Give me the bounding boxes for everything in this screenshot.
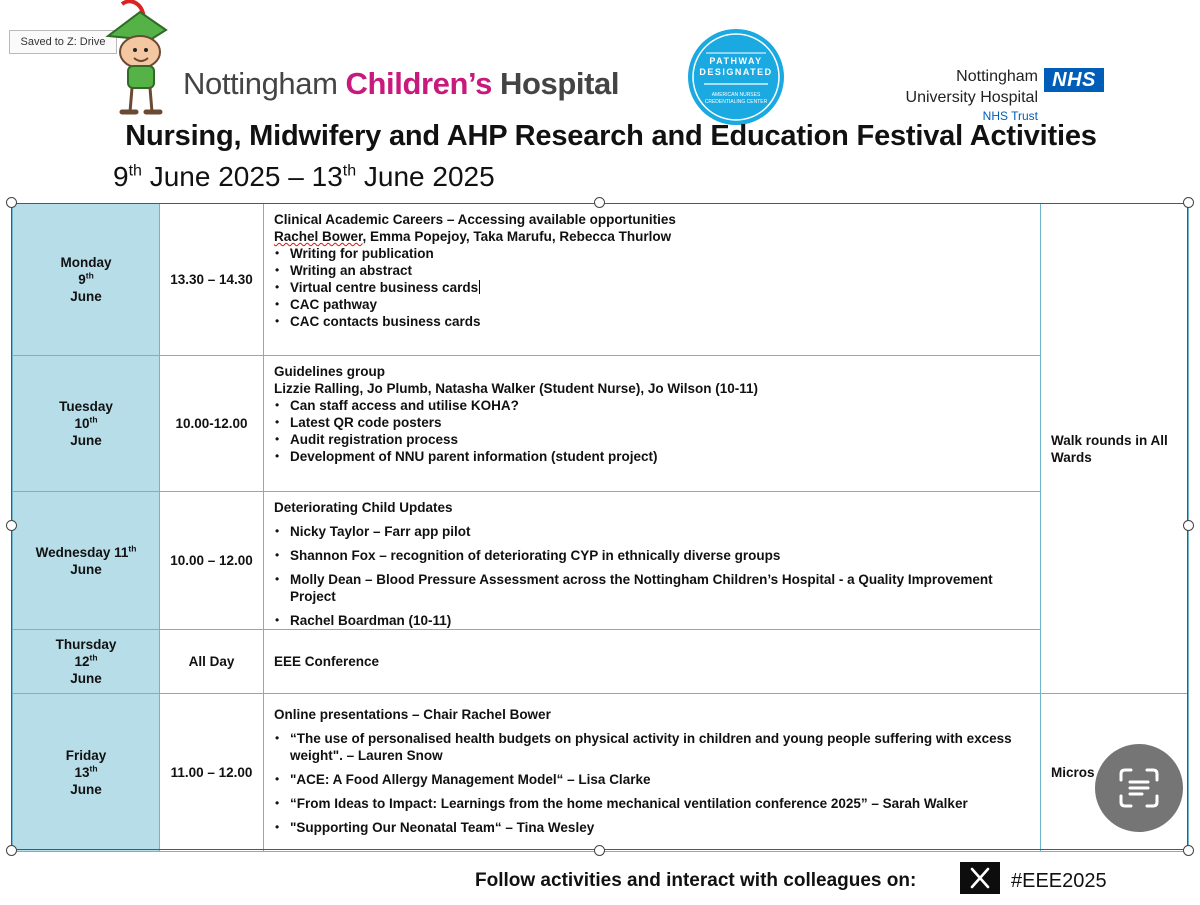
activity-speakers: Lizzie Ralling, Jo Plumb, Natasha Walker (Student Nurse), Jo Wilson (10-11) [274,381,758,396]
spellcheck-flagged-name: Rachel Bower [274,229,363,244]
time-cell-monday: 13.30 – 14.30 [160,204,264,356]
nuh-logo-name [876,66,1038,108]
activity-title: Online presentations – Chair Rachel Bower [274,707,551,722]
badge-pathway: PATHWAY [709,56,763,66]
list-item: • Rachel Boardman (10-11) [274,612,1030,629]
day-month: June [70,289,102,304]
day-name: Tuesday [59,399,113,414]
pathway-designated-badge [688,29,784,125]
list-item: • Latest QR code posters [274,414,1030,431]
page-title: Nursing, Midwifery and AHP Research and Education Festival Activities [125,120,1097,152]
date-range [113,161,495,193]
day-cell-wednesday [13,492,160,630]
day-number: 12 [74,654,90,669]
list-item: • "ACE: A Food Allergy Management Model“ – Lisa Clarke [274,771,1030,788]
activity-cell-friday[interactable] [264,694,1041,852]
activity-cell-thursday[interactable] [264,630,1041,694]
activity-cell-monday[interactable] [264,204,1041,356]
x-logo-icon [960,862,1000,894]
activity-cell-wednesday[interactable] [264,492,1041,630]
day-cell-thursday [13,630,160,694]
table-row-friday [13,694,1189,852]
selection-handle-icon[interactable] [1183,845,1194,856]
day-suffix: th [85,270,94,281]
friday-side-cell: Micros [1041,694,1189,852]
activity-speakers [274,228,1030,245]
day-month: June [70,561,102,577]
activity-list [274,523,1030,629]
start-day: 9 [113,161,129,192]
activity-title: Clinical Academic Careers – Accessing available opportunities [274,212,676,227]
day-name: Monday [60,255,112,270]
nuh-line-university: University Hospital [905,89,1038,106]
day-cell-friday [13,694,160,852]
activity-list [274,245,1030,330]
day-suffix: th [89,763,98,774]
table-row-monday [13,204,1189,356]
schedule-table[interactable] [12,203,1189,852]
day-month: June [70,782,102,797]
day-cell-monday [13,204,160,356]
day-date [17,415,155,432]
table-row-tuesday [13,356,1189,492]
time-cell-friday: 11.00 – 12.00 [160,694,264,852]
list-item: • Can staff access and utilise KOHA? [274,397,1030,414]
speakers-rest: , Emma Popejoy, Taka Marufu, Rebecca Thurlow [362,229,672,244]
list-item: • Writing for publication [274,245,1030,262]
walk-rounds-cell: Walk rounds in All Wards [1041,204,1189,694]
text-scan-button[interactable] [1095,744,1183,832]
list-item: • "Supporting Our Neonatal Team“ – Tina Wesley [274,819,1030,836]
time-cell-wednesday: 10.00 – 12.00 [160,492,264,630]
activity-list [274,397,1030,465]
time-cell-tuesday: 10.00-12.00 [160,356,264,492]
nch-logo-word-nottingham: Nottingham [183,66,338,101]
nhs-trust-label: NHS Trust [982,109,1038,123]
table-row-wednesday [13,492,1189,630]
selection-handle-icon[interactable] [6,520,17,531]
nch-logo-word-childrens: Children’s [345,66,492,101]
badge-title [688,56,784,78]
list-item: • Nicky Taylor – Farr app pilot [274,523,1030,540]
mascot-logo-icon [100,0,180,120]
day-name [17,544,155,561]
day-suffix: th [89,414,98,425]
selection-handle-icon[interactable] [594,197,605,208]
activity-title: Deteriorating Child Updates [274,500,453,515]
day-name: Friday [65,748,107,763]
table-row-thursday [13,630,1189,694]
day-month: June [70,671,102,686]
selection-handle-icon[interactable] [1183,520,1194,531]
badge-designated: DESIGNATED [699,67,773,77]
time-cell-thursday: All Day [160,630,264,694]
selection-handle-icon[interactable] [6,197,17,208]
list-item: • CAC pathway [274,296,1030,313]
activity-title: EEE Conference [274,654,380,669]
list-item: • Development of NNU parent information (student project) [274,448,1030,465]
activity-cell-tuesday[interactable] [264,356,1041,492]
date-end: June 2025 [356,161,495,192]
nch-logo [183,66,619,102]
day-name: Thursday [55,637,117,652]
footer-follow-text: Follow activities and interact with colleagues on: [475,870,917,891]
day-month: June [70,433,102,448]
day-number: 13 [74,765,90,780]
nuh-line-nottingham: Nottingham [956,68,1038,85]
list-item: • “From Ideas to Impact: Learnings from the home mechanical ventilation conference 2025” – Sarah Walker [274,795,1030,812]
list-item: • Shannon Fox – recognition of deteriorating CYP in ethnically diverse groups [274,547,1030,564]
end-day-suffix: th [342,162,357,180]
hashtag: #EEE2025 [1011,870,1107,892]
selection-handle-icon[interactable] [6,845,17,856]
text-cursor [479,280,480,294]
list-item: • Audit registration process [274,431,1030,448]
text-scan-icon [1095,744,1183,832]
day-number: 9 [78,272,86,287]
saved-to-drive-tooltip: Saved to Z: Drive [9,30,117,54]
day-cell-tuesday [13,356,160,492]
list-item: • Molly Dean – Blood Pressure Assessment across the Nottingham Children’s Hospital - a Quality Improvement Project [274,571,1030,605]
nch-logo-word-hospital: Hospital [499,66,620,101]
nhs-logo: NHS [1044,68,1104,92]
list-item-text: Virtual centre business cards [290,280,479,295]
selection-handle-icon[interactable] [1183,197,1194,208]
badge-org: AMERICAN NURSES CREDENTIALING CENTER [704,92,768,105]
day-date [17,764,155,781]
day-suffix: th [89,652,98,663]
day-number: 10 [74,416,90,431]
day-date [17,271,155,288]
activity-title: Guidelines group [274,364,386,379]
list-item: • “The use of personalised health budgets on physical activity in children and young people suffering with excess weight". – Lauren Snow [274,730,1030,764]
list-item: • Writing an abstract [274,262,1030,279]
start-day-suffix: th [128,162,142,180]
date-middle: June 2025 – 13 [141,161,343,192]
day-suffix: th [128,543,137,553]
day-date [17,653,155,670]
day-label: Wednesday 11 [35,544,129,560]
selection-handle-icon[interactable] [594,845,605,856]
list-item: • CAC contacts business cards [274,313,1030,330]
list-item [274,279,1030,296]
activity-list [274,730,1030,836]
